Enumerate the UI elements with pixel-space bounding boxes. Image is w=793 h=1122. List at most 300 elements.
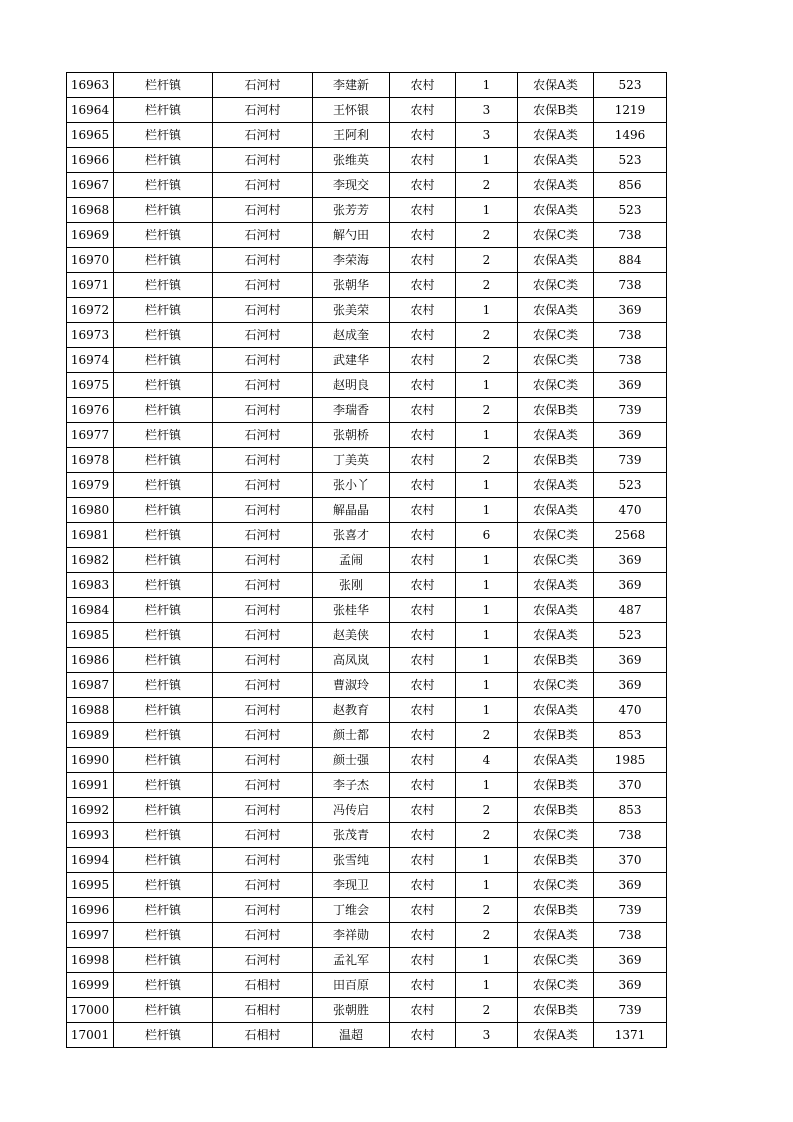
amount-cell: 738 [594,323,667,348]
insurance-category-cell: 农保A类 [518,123,594,148]
name-cell: 冯传启 [313,798,390,823]
village-cell: 石河村 [213,598,313,623]
table-row [67,848,667,873]
insurance-category-cell: 农保B类 [518,898,594,923]
household-size-cell: 1 [456,373,518,398]
name-cell: 丁美英 [313,448,390,473]
insurance-category-cell: 农保B类 [518,848,594,873]
amount-cell: 370 [594,848,667,873]
record-id-cell: 16977 [67,423,114,448]
town-cell: 栏杆镇 [114,923,213,948]
name-cell: 李现交 [313,173,390,198]
town-cell: 栏杆镇 [114,123,213,148]
village-cell: 石河村 [213,823,313,848]
area-type-cell: 农村 [390,698,456,723]
table-row [67,298,667,323]
town-cell: 栏杆镇 [114,398,213,423]
town-cell: 栏杆镇 [114,573,213,598]
amount-cell: 487 [594,598,667,623]
name-cell: 王怀银 [313,98,390,123]
name-cell: 张雪纯 [313,848,390,873]
village-cell: 石相村 [213,998,313,1023]
amount-cell: 369 [594,548,667,573]
name-cell: 武建华 [313,348,390,373]
amount-cell: 739 [594,448,667,473]
village-cell: 石河村 [213,273,313,298]
table-row [67,998,667,1023]
household-size-cell: 2 [456,348,518,373]
table-row [67,98,667,123]
table-row [67,948,667,973]
household-size-cell: 1 [456,473,518,498]
name-cell: 赵教育 [313,698,390,723]
household-size-cell: 1 [456,573,518,598]
amount-cell: 369 [594,573,667,598]
name-cell: 张朝胜 [313,998,390,1023]
insurance-category-cell: 农保C类 [518,373,594,398]
amount-cell: 369 [594,673,667,698]
town-cell: 栏杆镇 [114,873,213,898]
area-type-cell: 农村 [390,298,456,323]
name-cell: 王阿利 [313,123,390,148]
village-cell: 石河村 [213,623,313,648]
household-size-cell: 2 [456,398,518,423]
area-type-cell: 农村 [390,998,456,1023]
name-cell: 李子杰 [313,773,390,798]
amount-cell: 470 [594,698,667,723]
village-cell: 石河村 [213,498,313,523]
name-cell: 张喜才 [313,523,390,548]
record-id-cell: 16998 [67,948,114,973]
name-cell: 高凤岚 [313,648,390,673]
village-cell: 石河村 [213,373,313,398]
amount-cell: 884 [594,248,667,273]
name-cell: 李建新 [313,73,390,98]
name-cell: 张茂青 [313,823,390,848]
name-cell: 张维英 [313,148,390,173]
name-cell: 颜士强 [313,748,390,773]
area-type-cell: 农村 [390,73,456,98]
insurance-category-cell: 农保B类 [518,648,594,673]
town-cell: 栏杆镇 [114,423,213,448]
record-id-cell: 16972 [67,298,114,323]
record-id-cell: 16991 [67,773,114,798]
town-cell: 栏杆镇 [114,273,213,298]
record-id-cell: 16999 [67,973,114,998]
table-row [67,223,667,248]
name-cell: 丁维会 [313,898,390,923]
area-type-cell: 农村 [390,473,456,498]
household-size-cell: 4 [456,748,518,773]
town-cell: 栏杆镇 [114,898,213,923]
household-size-cell: 2 [456,798,518,823]
area-type-cell: 农村 [390,423,456,448]
area-type-cell: 农村 [390,898,456,923]
table-row [67,73,667,98]
insurance-category-cell: 农保B类 [518,448,594,473]
village-cell: 石河村 [213,248,313,273]
table-row [67,523,667,548]
insurance-category-cell: 农保B类 [518,998,594,1023]
insurance-category-cell: 农保A类 [518,573,594,598]
area-type-cell: 农村 [390,873,456,898]
table-row [67,923,667,948]
table-row [67,348,667,373]
amount-cell: 523 [594,148,667,173]
town-cell: 栏杆镇 [114,373,213,398]
household-size-cell: 1 [456,698,518,723]
town-cell: 栏杆镇 [114,73,213,98]
village-cell: 石河村 [213,123,313,148]
town-cell: 栏杆镇 [114,548,213,573]
insurance-category-cell: 农保B类 [518,773,594,798]
village-cell: 石河村 [213,348,313,373]
town-cell: 栏杆镇 [114,473,213,498]
name-cell: 田百原 [313,973,390,998]
village-cell: 石河村 [213,173,313,198]
town-cell: 栏杆镇 [114,198,213,223]
town-cell: 栏杆镇 [114,998,213,1023]
amount-cell: 523 [594,73,667,98]
area-type-cell: 农村 [390,173,456,198]
table-row [67,698,667,723]
village-cell: 石相村 [213,1023,313,1048]
insurance-category-cell: 农保C类 [518,223,594,248]
insurance-category-cell: 农保C类 [518,973,594,998]
amount-cell: 856 [594,173,667,198]
area-type-cell: 农村 [390,923,456,948]
town-cell: 栏杆镇 [114,98,213,123]
table-row [67,498,667,523]
area-type-cell: 农村 [390,848,456,873]
area-type-cell: 农村 [390,373,456,398]
table-row [67,873,667,898]
table-row [67,473,667,498]
area-type-cell: 农村 [390,748,456,773]
town-cell: 栏杆镇 [114,448,213,473]
table-row [67,973,667,998]
table-row [67,248,667,273]
record-id-cell: 16994 [67,848,114,873]
area-type-cell: 农村 [390,823,456,848]
name-cell: 曹淑玲 [313,673,390,698]
record-id-cell: 16971 [67,273,114,298]
town-cell: 栏杆镇 [114,848,213,873]
household-size-cell: 3 [456,123,518,148]
insurance-category-cell: 农保C类 [518,273,594,298]
village-cell: 石河村 [213,323,313,348]
insurance-category-cell: 农保C类 [518,873,594,898]
household-size-cell: 3 [456,1023,518,1048]
record-id-cell: 16988 [67,698,114,723]
table-row [67,623,667,648]
household-size-cell: 2 [456,248,518,273]
amount-cell: 738 [594,823,667,848]
insurance-category-cell: 农保C类 [518,523,594,548]
village-cell: 石河村 [213,473,313,498]
name-cell: 张小丫 [313,473,390,498]
household-size-cell: 1 [456,648,518,673]
household-size-cell: 1 [456,198,518,223]
name-cell: 张芳芳 [313,198,390,223]
table-row [67,598,667,623]
amount-cell: 1371 [594,1023,667,1048]
household-size-cell: 2 [456,898,518,923]
name-cell: 李现卫 [313,873,390,898]
name-cell: 李瑞香 [313,398,390,423]
town-cell: 栏杆镇 [114,148,213,173]
record-id-cell: 16963 [67,73,114,98]
amount-cell: 738 [594,223,667,248]
record-id-cell: 16979 [67,473,114,498]
insurance-category-cell: 农保A类 [518,623,594,648]
name-cell: 李祥勋 [313,923,390,948]
household-size-cell: 2 [456,323,518,348]
record-id-cell: 16997 [67,923,114,948]
amount-cell: 370 [594,773,667,798]
village-cell: 石河村 [213,923,313,948]
record-id-cell: 16987 [67,673,114,698]
record-id-cell: 16993 [67,823,114,848]
record-id-cell: 16969 [67,223,114,248]
table-row [67,673,667,698]
household-size-cell: 3 [456,98,518,123]
town-cell: 栏杆镇 [114,298,213,323]
village-cell: 石河村 [213,523,313,548]
town-cell: 栏杆镇 [114,498,213,523]
table-row [67,898,667,923]
table-row [67,323,667,348]
village-cell: 石河村 [213,148,313,173]
household-size-cell: 2 [456,273,518,298]
amount-cell: 738 [594,923,667,948]
insurance-category-cell: 农保A类 [518,173,594,198]
household-size-cell: 1 [456,773,518,798]
town-cell: 栏杆镇 [114,623,213,648]
village-cell: 石河村 [213,398,313,423]
amount-cell: 1496 [594,123,667,148]
amount-cell: 369 [594,298,667,323]
data-table [66,72,667,1048]
amount-cell: 1219 [594,98,667,123]
insurance-category-cell: 农保A类 [518,248,594,273]
area-type-cell: 农村 [390,498,456,523]
town-cell: 栏杆镇 [114,773,213,798]
household-size-cell: 2 [456,448,518,473]
household-size-cell: 2 [456,823,518,848]
insurance-category-cell: 农保A类 [518,148,594,173]
table-row [67,123,667,148]
amount-cell: 853 [594,723,667,748]
household-size-cell: 1 [456,148,518,173]
household-size-cell: 1 [456,423,518,448]
household-size-cell: 1 [456,548,518,573]
town-cell: 栏杆镇 [114,798,213,823]
household-size-cell: 2 [456,998,518,1023]
village-cell: 石河村 [213,698,313,723]
town-cell: 栏杆镇 [114,1023,213,1048]
record-id-cell: 16965 [67,123,114,148]
name-cell: 孟礼军 [313,948,390,973]
insurance-category-cell: 农保B类 [518,723,594,748]
amount-cell: 523 [594,198,667,223]
amount-cell: 470 [594,498,667,523]
record-id-cell: 16970 [67,248,114,273]
amount-cell: 853 [594,798,667,823]
record-id-cell: 16975 [67,373,114,398]
amount-cell: 738 [594,273,667,298]
area-type-cell: 农村 [390,223,456,248]
village-cell: 石河村 [213,723,313,748]
name-cell: 孟闹 [313,548,390,573]
table-row [67,448,667,473]
table-row [67,573,667,598]
village-cell: 石河村 [213,73,313,98]
household-size-cell: 1 [456,73,518,98]
village-cell: 石河村 [213,198,313,223]
record-id-cell: 16984 [67,598,114,623]
name-cell: 解勺田 [313,223,390,248]
town-cell: 栏杆镇 [114,748,213,773]
town-cell: 栏杆镇 [114,173,213,198]
insurance-category-cell: 农保A类 [518,298,594,323]
name-cell: 赵成奎 [313,323,390,348]
insurance-category-cell: 农保B类 [518,798,594,823]
table-row [67,823,667,848]
amount-cell: 369 [594,973,667,998]
record-id-cell: 16996 [67,898,114,923]
village-cell: 石河村 [213,848,313,873]
household-size-cell: 2 [456,723,518,748]
area-type-cell: 农村 [390,773,456,798]
record-id-cell: 16992 [67,798,114,823]
household-size-cell: 1 [456,598,518,623]
table-row [67,173,667,198]
household-size-cell: 1 [456,873,518,898]
town-cell: 栏杆镇 [114,248,213,273]
table-row [67,148,667,173]
table-row [67,373,667,398]
name-cell: 颜士都 [313,723,390,748]
record-id-cell: 16976 [67,398,114,423]
amount-cell: 369 [594,373,667,398]
record-id-cell: 16995 [67,873,114,898]
record-id-cell: 16981 [67,523,114,548]
name-cell: 温超 [313,1023,390,1048]
household-size-cell: 1 [456,948,518,973]
village-cell: 石河村 [213,873,313,898]
table-row [67,423,667,448]
insurance-category-cell: 农保C类 [518,948,594,973]
area-type-cell: 农村 [390,973,456,998]
record-id-cell: 16989 [67,723,114,748]
insurance-category-cell: 农保A类 [518,598,594,623]
area-type-cell: 农村 [390,648,456,673]
amount-cell: 739 [594,898,667,923]
name-cell: 张刚 [313,573,390,598]
amount-cell: 739 [594,398,667,423]
table-row [67,748,667,773]
village-cell: 石河村 [213,448,313,473]
town-cell: 栏杆镇 [114,698,213,723]
household-size-cell: 2 [456,223,518,248]
insurance-category-cell: 农保A类 [518,423,594,448]
record-id-cell: 16964 [67,98,114,123]
amount-cell: 369 [594,423,667,448]
insurance-category-cell: 农保A类 [518,73,594,98]
name-cell: 赵美侠 [313,623,390,648]
town-cell: 栏杆镇 [114,823,213,848]
insurance-category-cell: 农保B类 [518,98,594,123]
area-type-cell: 农村 [390,598,456,623]
household-size-cell: 1 [456,623,518,648]
town-cell: 栏杆镇 [114,223,213,248]
household-size-cell: 1 [456,848,518,873]
insurance-category-cell: 农保C类 [518,323,594,348]
record-id-cell: 17000 [67,998,114,1023]
area-type-cell: 农村 [390,673,456,698]
amount-cell: 523 [594,623,667,648]
record-id-cell: 16980 [67,498,114,523]
household-size-cell: 6 [456,523,518,548]
insurance-category-cell: 农保C类 [518,348,594,373]
table-row [67,798,667,823]
area-type-cell: 农村 [390,798,456,823]
area-type-cell: 农村 [390,323,456,348]
town-cell: 栏杆镇 [114,648,213,673]
area-type-cell: 农村 [390,523,456,548]
area-type-cell: 农村 [390,548,456,573]
table-row [67,398,667,423]
amount-cell: 2568 [594,523,667,548]
name-cell: 赵明良 [313,373,390,398]
village-cell: 石河村 [213,948,313,973]
name-cell: 张朝桥 [313,423,390,448]
area-type-cell: 农村 [390,148,456,173]
insurance-category-cell: 农保B类 [518,398,594,423]
household-size-cell: 2 [456,173,518,198]
village-cell: 石河村 [213,648,313,673]
table-row [67,548,667,573]
name-cell: 解晶晶 [313,498,390,523]
insurance-category-cell: 农保C类 [518,673,594,698]
village-cell: 石河村 [213,898,313,923]
table-row [67,273,667,298]
insurance-category-cell: 农保A类 [518,748,594,773]
insurance-category-cell: 农保A类 [518,698,594,723]
household-size-cell: 1 [456,673,518,698]
amount-cell: 739 [594,998,667,1023]
amount-cell: 738 [594,348,667,373]
table-body [67,73,667,1048]
amount-cell: 523 [594,473,667,498]
table-row [67,198,667,223]
record-id-cell: 16968 [67,198,114,223]
insurance-category-cell: 农保A类 [518,498,594,523]
village-cell: 石河村 [213,748,313,773]
amount-cell: 369 [594,948,667,973]
insurance-category-cell: 农保A类 [518,473,594,498]
town-cell: 栏杆镇 [114,523,213,548]
amount-cell: 369 [594,648,667,673]
record-id-cell: 16967 [67,173,114,198]
record-id-cell: 16966 [67,148,114,173]
table-row [67,648,667,673]
area-type-cell: 农村 [390,248,456,273]
village-cell: 石河村 [213,798,313,823]
record-id-cell: 17001 [67,1023,114,1048]
record-id-cell: 16990 [67,748,114,773]
